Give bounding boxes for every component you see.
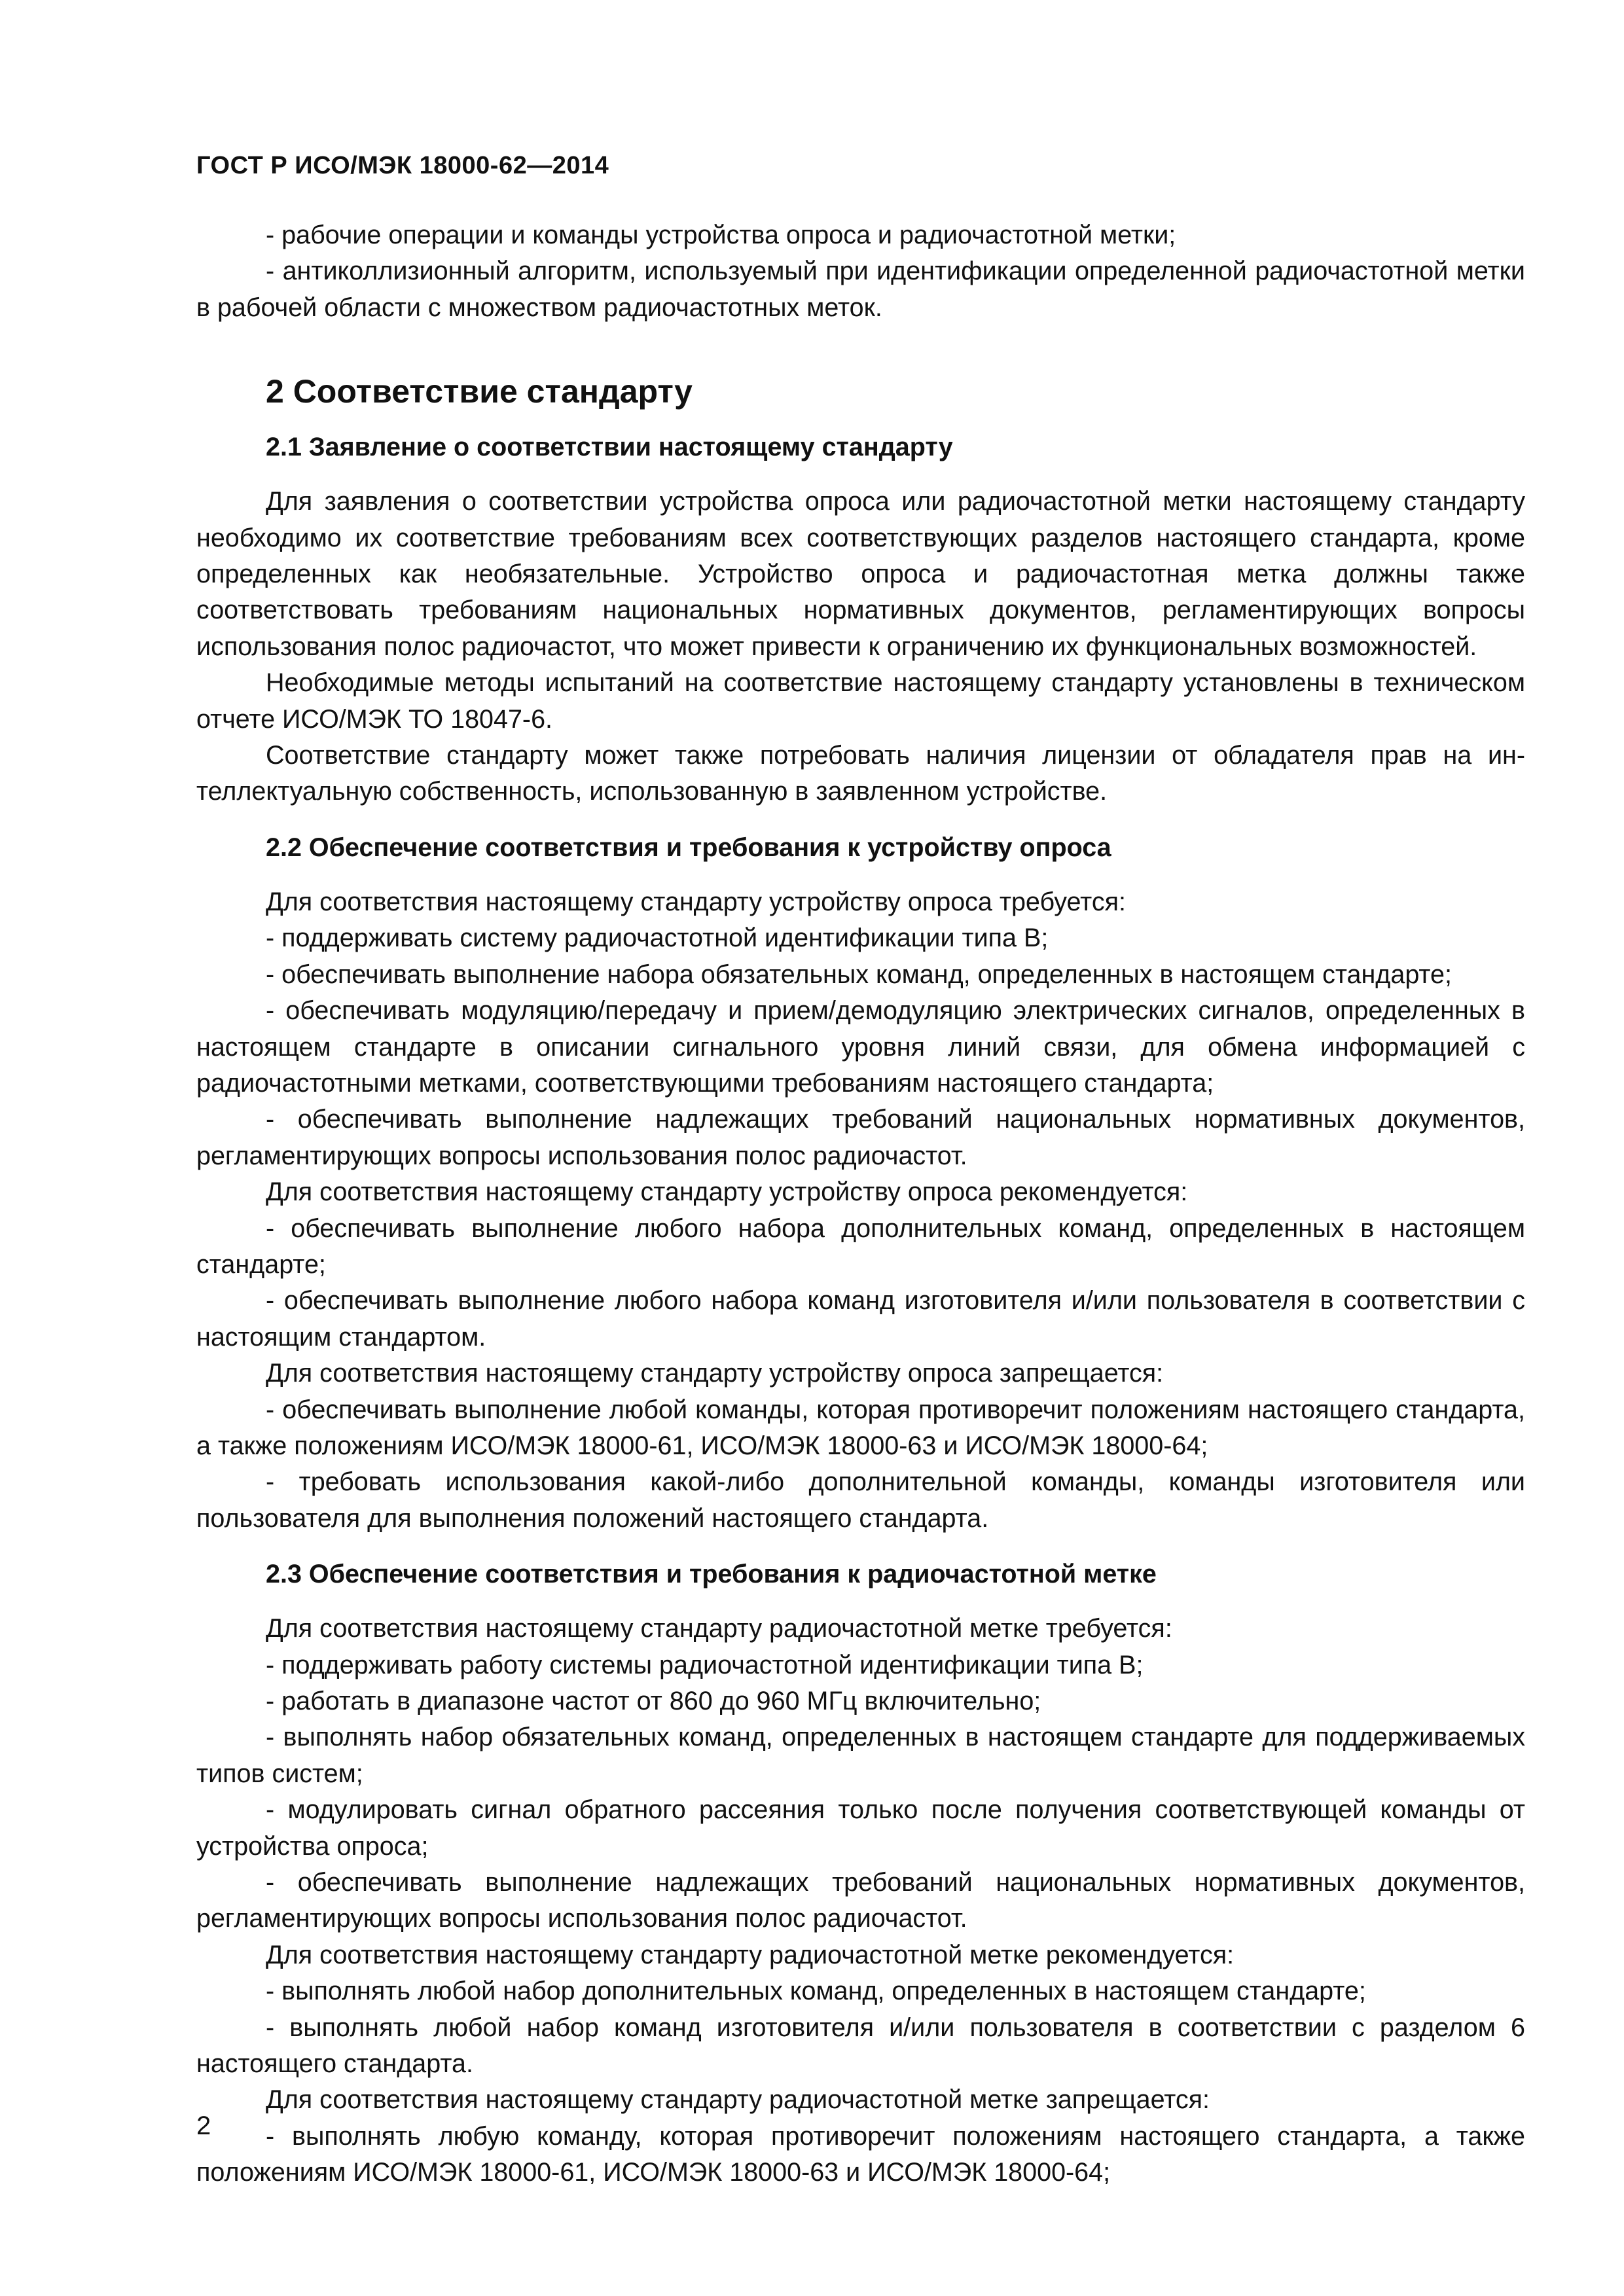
paragraph: Для соответствия настоящему стандарту радиочастотной метке запрещается: xyxy=(266,2085,1210,2115)
intro-item: - антиколлизионный алгоритм, используемый при идентификации определенной радиочастотной метки в рабочей области с множеством радиочастотных меток. xyxy=(196,257,1525,322)
paragraph: Для соответствия настоящему стандарту устройству опроса рекомендуется: xyxy=(266,1177,1188,1207)
list-item: - обеспечивать выполнение любой команды, которая противоречит положениям настоящего стандарта, а также положениям ИСО/МЭК 18000-61, ИСО/МЭК 18000-63 и ИСО/МЭК 18000-64; xyxy=(196,1395,1525,1460)
paragraph: Для соответствия настоящему стандарту радиочастотной метке рекомендуется: xyxy=(266,1940,1235,1969)
list-item: - обеспечивать выполнение любого набора дополнительных команд, определенных в настоящем стандарте; xyxy=(196,1213,1525,1279)
list-item: - обеспечивать выполнение любого набора команд изготовителя и/или пользователя в соответствии с настоящим стандартом. xyxy=(196,1286,1525,1352)
document-body xyxy=(196,217,1525,2191)
paragraph: Для соответствия настоящему стандарту устройству опроса запрещается: xyxy=(266,1359,1164,1388)
list-item: - обеспечивать выполнение надлежащих требований национальных нормативных документов, регламентирующих вопросы использования полос радиочастот. xyxy=(196,1868,1525,1933)
paragraph: Необходимые методы испытаний на соответствие настоящему стандарту установлены в техническом отчете ИСО/МЭК ТО 18047-6. xyxy=(196,668,1525,734)
list-item: - работать в диапазоне частот от 860 до 960 МГц включительно; xyxy=(266,1687,1041,1715)
document-header: ГОСТ Р ИСО/МЭК 18000-62—2014 xyxy=(196,152,609,179)
list-item: - выполнять любую команду, которая противоречит положениям настоящего стандарта, а также положениям ИСО/МЭК 18000-61, ИСО/МЭК 18000-63 и ИСО/МЭК 18000-64; xyxy=(196,2121,1525,2187)
section-2-2-title: 2.2 Обеспечение соответствия и требования к устройству опроса xyxy=(266,833,1111,862)
list-item: - выполнять любой набор команд изготовителя и/или пользователя в соответствии с разделом 6 настоящего стандарта. xyxy=(196,2013,1525,2079)
intro-item: - рабочие операции и команды устройства опроса и радиочастотной метки; xyxy=(266,221,1176,249)
page-number: 2 xyxy=(196,2111,211,2140)
list-item: - обеспечивать выполнение надлежащих требований национальных нормативных документов, регламентирующих вопросы использования полос радиочастот. xyxy=(196,1105,1525,1170)
list-item: - поддерживать систему радиочастотной идентификации типа В; xyxy=(266,924,1049,953)
list-item: - выполнять любой набор дополнительных команд, определенных в настоящем стандарте; xyxy=(266,1977,1366,2006)
list-item: - модулировать сигнал обратного рассеяния только после получения соответствующей команды от устройства опроса; xyxy=(196,1795,1525,1861)
paragraph: Для соответствия настоящему стандарту устройству опроса требуется: xyxy=(266,887,1126,916)
paragraph: Для соответствия настоящему стандарту радиочастотной метке требуется: xyxy=(266,1614,1172,1643)
list-item: - требовать использования какой-либо дополнительной команды, команды изготовителя или пользователя для выполнения положений настоящего стандарта. xyxy=(196,1467,1525,1533)
list-item: - поддерживать работу системы радиочастотной идентификации типа В; xyxy=(266,1650,1144,1679)
list-item: - обеспечивать выполнение набора обязательных команд, определенных в настоящем стандарте; xyxy=(266,960,1453,989)
paragraph: Для заявления о соответствии устройства опроса или радиочастотной метки настоящему стандарту необходимо их соответствие требованиям всех соответствующих разделов настоящего стандарта, кроме определенных как необязательные. Устройство опроса и радиочастотная метка должны также соответствовать требованиям национальных нормативных документов, регламентирующих вопросы использования полос радиочастот, что может привести к ограничению их функциональных возможностей. xyxy=(196,487,1525,661)
section-2-3-title: 2.3 Обеспечение соответствия и требования к радиочастотной метке xyxy=(266,1560,1157,1589)
section-2-title: 2 Соответствие стандарту xyxy=(266,373,693,410)
list-item: - выполнять набор обязательных команд, определенных в настоящем стандарте для поддерживаемых типов систем; xyxy=(196,1723,1525,1788)
list-item: - обеспечивать модуляцию/передачу и прием/демодуляцию электрических сигналов, определенных в настоящем стандарте в описании сигнального уровня линий связи, для обмена информацией с радиочастотными метками, соответствующими требованиям настоящего стандарта; xyxy=(196,996,1525,1098)
paragraph: Соответствие стандарту может также потребовать наличия лицензии от обладателя прав на интеллектуальную собственность, использованную в заявленном устройстве. xyxy=(196,741,1525,806)
section-2-1-title: 2.1 Заявление о соответствии настоящему стандарту xyxy=(266,433,953,462)
